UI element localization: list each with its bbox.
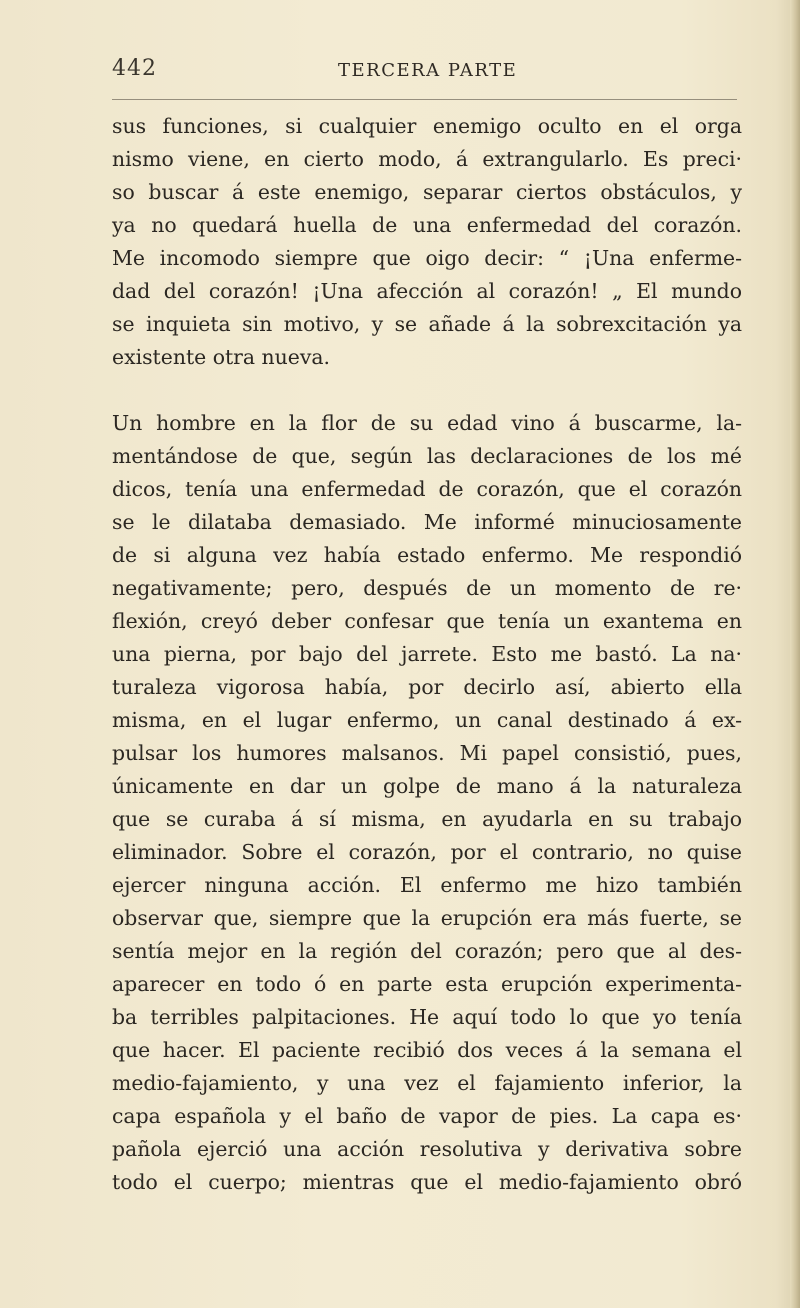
text-line: turaleza vigorosa había, por decirlo así, abierto ella: [112, 675, 742, 699]
text-line: se inquieta sin motivo, y se añade á la sobrexcitación ya: [112, 312, 742, 336]
text-line: so buscar á este enemigo, separar ciertos obstáculos, y: [112, 180, 742, 204]
paragraph-2: [112, 407, 742, 1199]
text-line: todo el cuerpo; mientras que el medio-fajamiento obró: [112, 1170, 742, 1194]
text-line: medio-fajamiento, y una vez el fajamiento inferior, la: [112, 1071, 742, 1095]
body-text: [112, 110, 742, 1199]
paragraph-1: [112, 110, 742, 374]
text-line: que hacer. El paciente recibió dos veces á la semana el: [112, 1038, 742, 1062]
text-line: eliminador. Sobre el corazón, por el contrario, no quise: [112, 840, 742, 864]
running-head: TERCERA PARTE: [338, 60, 518, 81]
paragraph-gap: [112, 374, 742, 407]
text-line: existente otra nueva.: [112, 345, 331, 369]
text-line: ejercer ninguna acción. El enfermo me hizo también: [112, 873, 742, 897]
text-line: dad del corazón! ¡Una afección al corazón! „ El mundo: [112, 279, 742, 303]
text-line: sentía mejor en la región del corazón; pero que al des-: [112, 939, 742, 963]
text-line: que se curaba á sí misma, en ayudarla en su trabajo: [112, 807, 742, 831]
text-line: mentándose de que, según las declaraciones de los mé: [112, 444, 742, 468]
text-line: ba terribles palpitaciones. He aquí todo lo que yo tenía: [112, 1005, 742, 1029]
text-line: flexión, creyó deber confesar que tenía un exantema en: [112, 609, 742, 633]
text-line: dicos, tenía una enfermedad de corazón, que el corazón: [112, 477, 742, 501]
text-line: se le dilataba demasiado. Me informé minuciosamente: [112, 510, 742, 534]
text-line: de si alguna vez había estado enfermo. Me respondió: [112, 543, 742, 567]
header-rule: [112, 99, 737, 100]
text-line: capa española y el baño de vapor de pies. La capa es·: [112, 1104, 742, 1128]
text-line: pañola ejerció una acción resolutiva y derivativa sobre: [112, 1137, 742, 1161]
text-line: una pierna, por bajo del jarrete. Esto me bastó. La na·: [112, 642, 742, 666]
page-edge: [790, 0, 800, 1308]
text-line: misma, en el lugar enfermo, un canal destinado á ex-: [112, 708, 742, 732]
text-line: ya no quedará huella de una enfermedad del corazón.: [112, 213, 742, 237]
text-line: nismo viene, en cierto modo, á extrangularlo. Es preci·: [112, 147, 742, 171]
page-number: 442: [112, 56, 157, 81]
text-line: Un hombre en la flor de su edad vino á buscarme, la-: [112, 411, 742, 435]
text-line: Me incomodo siempre que oigo decir: “ ¡Una enferme-: [112, 246, 742, 270]
text-line: observar que, siempre que la erupción era más fuerte, se: [112, 906, 742, 930]
text-line: negativamente; pero, después de un momento de re·: [112, 576, 742, 600]
text-line: sus funciones, si cualquier enemigo oculto en el orga: [112, 114, 742, 138]
text-line: únicamente en dar un golpe de mano á la naturaleza: [112, 774, 742, 798]
text-line: aparecer en todo ó en parte esta erupción experimenta-: [112, 972, 742, 996]
text-line: pulsar los humores malsanos. Mi papel consistió, pues,: [112, 741, 742, 765]
